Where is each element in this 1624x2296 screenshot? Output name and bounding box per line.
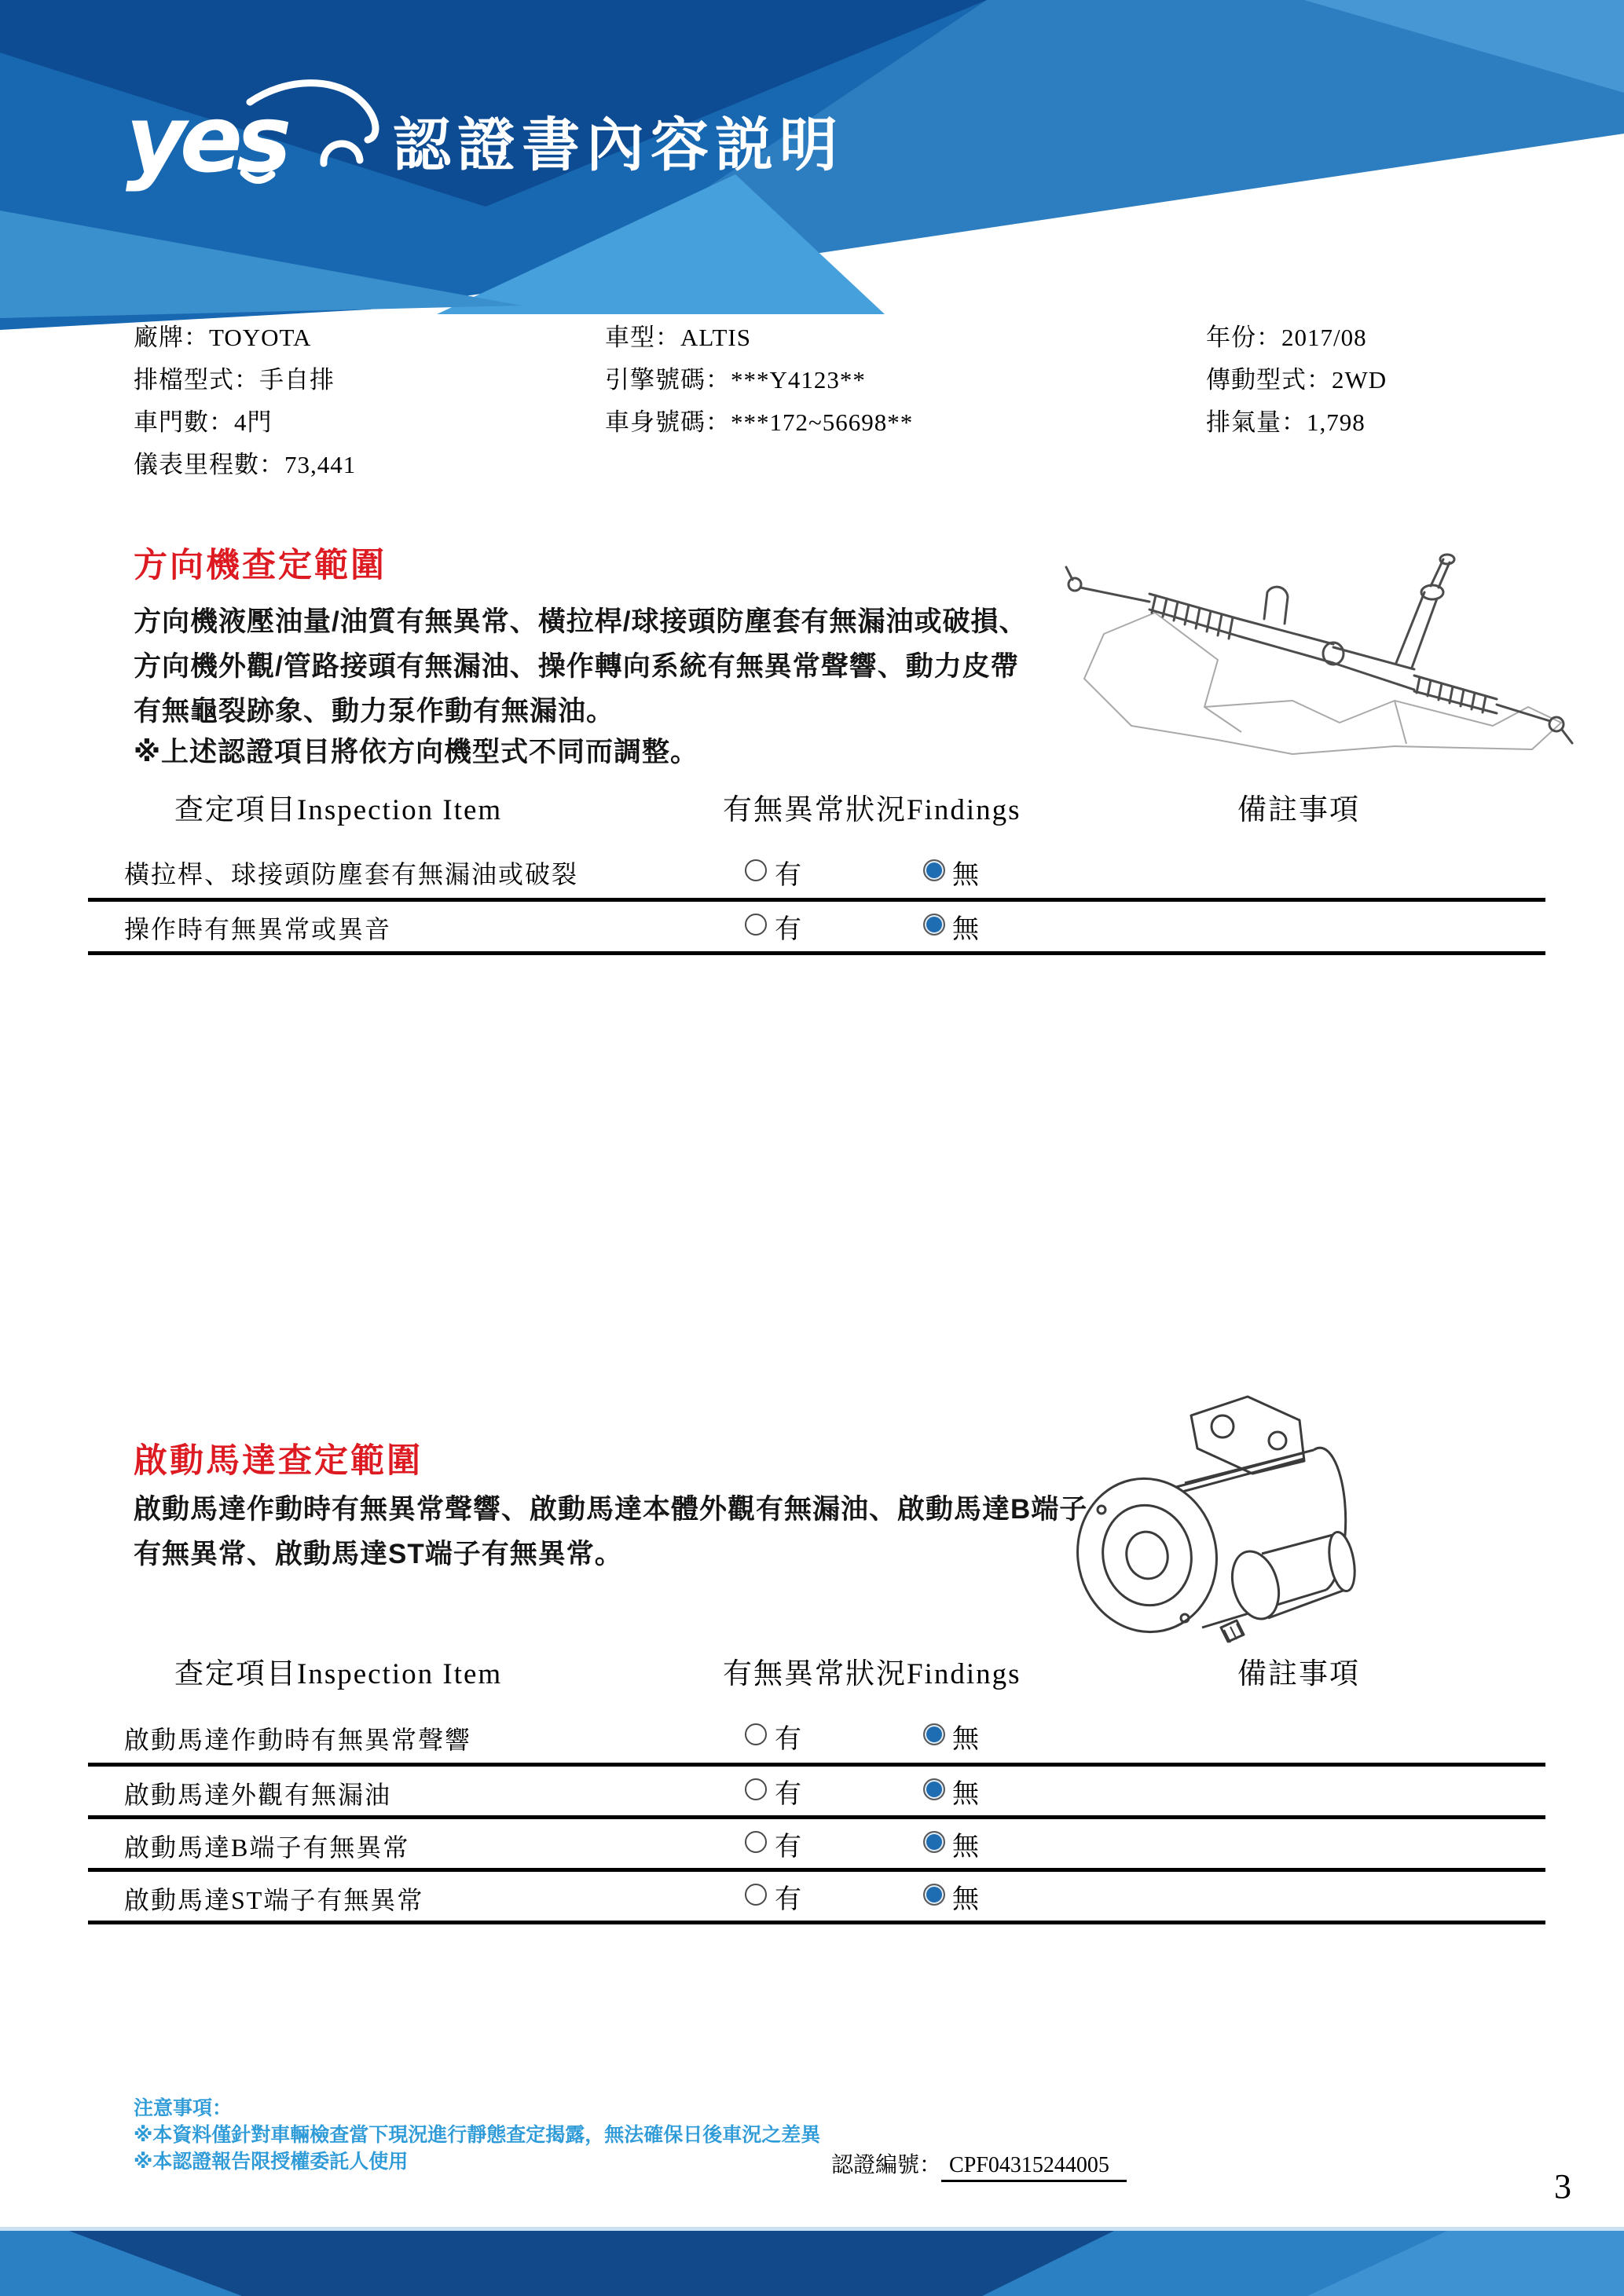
page-number: 3: [1554, 2167, 1571, 2206]
certificate-number-line: [831, 2148, 1127, 2179]
info-displacement: 排氣量：1,798: [1206, 408, 1366, 436]
yes-logo: [126, 75, 393, 193]
starter-desc-line-2: 有無異常、啟動馬達ST端子有無異常。: [134, 1539, 623, 1569]
t2-row3-separator: [88, 1868, 1545, 1872]
certificate-number-label: 認證編號：: [831, 2153, 942, 2177]
t2-row1-label-yes: 有: [775, 1725, 801, 1754]
steering-desc-line-2: 方向機外觀/管路接頭有無漏油、操作轉向系統有無異常聲響、動力皮帶: [134, 651, 1019, 682]
info-mileage: 儀表里程數：73,441: [134, 451, 357, 478]
t2-row2-separator: [88, 1815, 1545, 1819]
info-year: 年份：2017/08: [1206, 324, 1367, 351]
steering-desc-note: ※上述認證項目將依方向機型式不同而調整。: [134, 737, 699, 767]
t1-col-inspection-item: 查定項目Inspection Item: [174, 794, 503, 826]
section-heading-steering: 方向機查定範圍: [134, 547, 387, 584]
t2-col-remark: 備註事項: [1237, 1658, 1360, 1690]
t1-row1-label-yes: 有: [775, 861, 801, 890]
t2-row4-label-yes: 有: [775, 1885, 801, 1914]
steering-rack-illustration: [1057, 544, 1579, 764]
t2-row3-item: 啟動馬達B端子有無異常: [124, 1833, 410, 1862]
t2-row2-item: 啟動馬達外觀有無漏油: [124, 1781, 392, 1809]
notice-line-1: ※本資料僅針對車輛檢查當下現況進行靜態查定揭露，無法確保日後車況之差異: [134, 2124, 821, 2146]
t2-row4-radio-yes: [745, 1884, 767, 1906]
t1-row1-separator: [88, 898, 1545, 902]
t1-row2-label-no: 無: [952, 915, 979, 944]
info-brand: 廠牌：TOYOTA: [134, 324, 312, 351]
steering-desc-line-3: 有無龜裂跡象、動力泵作動有無漏油。: [134, 696, 615, 727]
t2-row2-radio-no: [923, 1778, 945, 1800]
yes-logo-text: yes: [126, 85, 286, 193]
t2-col-findings: 有無異常狀況Findings: [723, 1658, 1021, 1690]
t2-row2-label-yes: 有: [775, 1780, 801, 1809]
starter-motor-illustration: [1067, 1392, 1359, 1653]
t1-row1-radio-yes: [745, 859, 767, 881]
t2-col-inspection-item: 查定項目Inspection Item: [174, 1658, 503, 1690]
info-doors: 車門數：4門: [134, 408, 273, 436]
t1-row2-label-yes: 有: [775, 915, 801, 944]
t2-row1-radio-no: [923, 1723, 945, 1745]
t2-row1-separator: [88, 1763, 1545, 1767]
steering-desc-line-1: 方向機液壓油量/油質有無異常、橫拉桿/球接頭防塵套有無漏油或破損、: [134, 606, 1028, 637]
info-drivetrain: 傳動型式：2WD: [1206, 366, 1388, 394]
info-model: 車型：ALTIS: [605, 324, 751, 351]
t2-row4-radio-no: [923, 1884, 945, 1906]
t1-col-remark: 備註事項: [1237, 794, 1360, 826]
t1-row2-radio-yes: [745, 914, 767, 936]
t1-col-findings: 有無異常狀況Findings: [723, 794, 1021, 826]
t2-row3-label-no: 無: [952, 1833, 979, 1862]
notice-title: 注意事項：: [134, 2097, 233, 2119]
info-chassis-no: 車身號碼：***172~56698**: [605, 408, 914, 436]
t1-row1-label-no: 無: [952, 861, 979, 890]
info-engine-no: 引擎號碼：***Y4123**: [605, 366, 866, 394]
t2-row2-radio-yes: [745, 1778, 767, 1800]
notice-line-2: ※本認證報告限授權委託人使用: [134, 2151, 409, 2173]
t1-row1-radio-no: [923, 859, 945, 881]
info-transmission: 排檔型式：手自排: [134, 366, 335, 394]
t2-row1-item: 啟動馬達作動時有無異常聲響: [124, 1726, 472, 1754]
section-heading-starter: 啟動馬達查定範圍: [134, 1442, 423, 1480]
t1-row1-item: 橫拉桿、球接頭防塵套有無漏油或破裂: [124, 860, 579, 888]
t2-row1-label-no: 無: [952, 1725, 979, 1754]
t2-row2-label-no: 無: [952, 1780, 979, 1809]
t1-row2-separator: [88, 951, 1545, 955]
t2-row3-radio-no: [923, 1831, 945, 1853]
t2-row4-label-no: 無: [952, 1885, 979, 1914]
starter-desc-line-1: 啟動馬達作動時有無異常聲響、啟動馬達本體外觀有無漏油、啟動馬達B端子: [134, 1494, 1088, 1525]
t1-row2-item: 操作時有無異常或異音: [124, 915, 392, 943]
footer-art: [0, 2227, 1624, 2296]
t2-row4-separator: [88, 1921, 1545, 1924]
t2-row3-label-yes: 有: [775, 1833, 801, 1862]
t2-row4-item: 啟動馬達ST端子有無異常: [124, 1886, 424, 1914]
t2-row3-radio-yes: [745, 1831, 767, 1853]
t2-row1-radio-yes: [745, 1723, 767, 1745]
certificate-number-value: CPF04315244005: [941, 2153, 1127, 2182]
t1-row2-radio-no: [923, 914, 945, 936]
page-title: 認證書內容説明: [393, 112, 844, 178]
